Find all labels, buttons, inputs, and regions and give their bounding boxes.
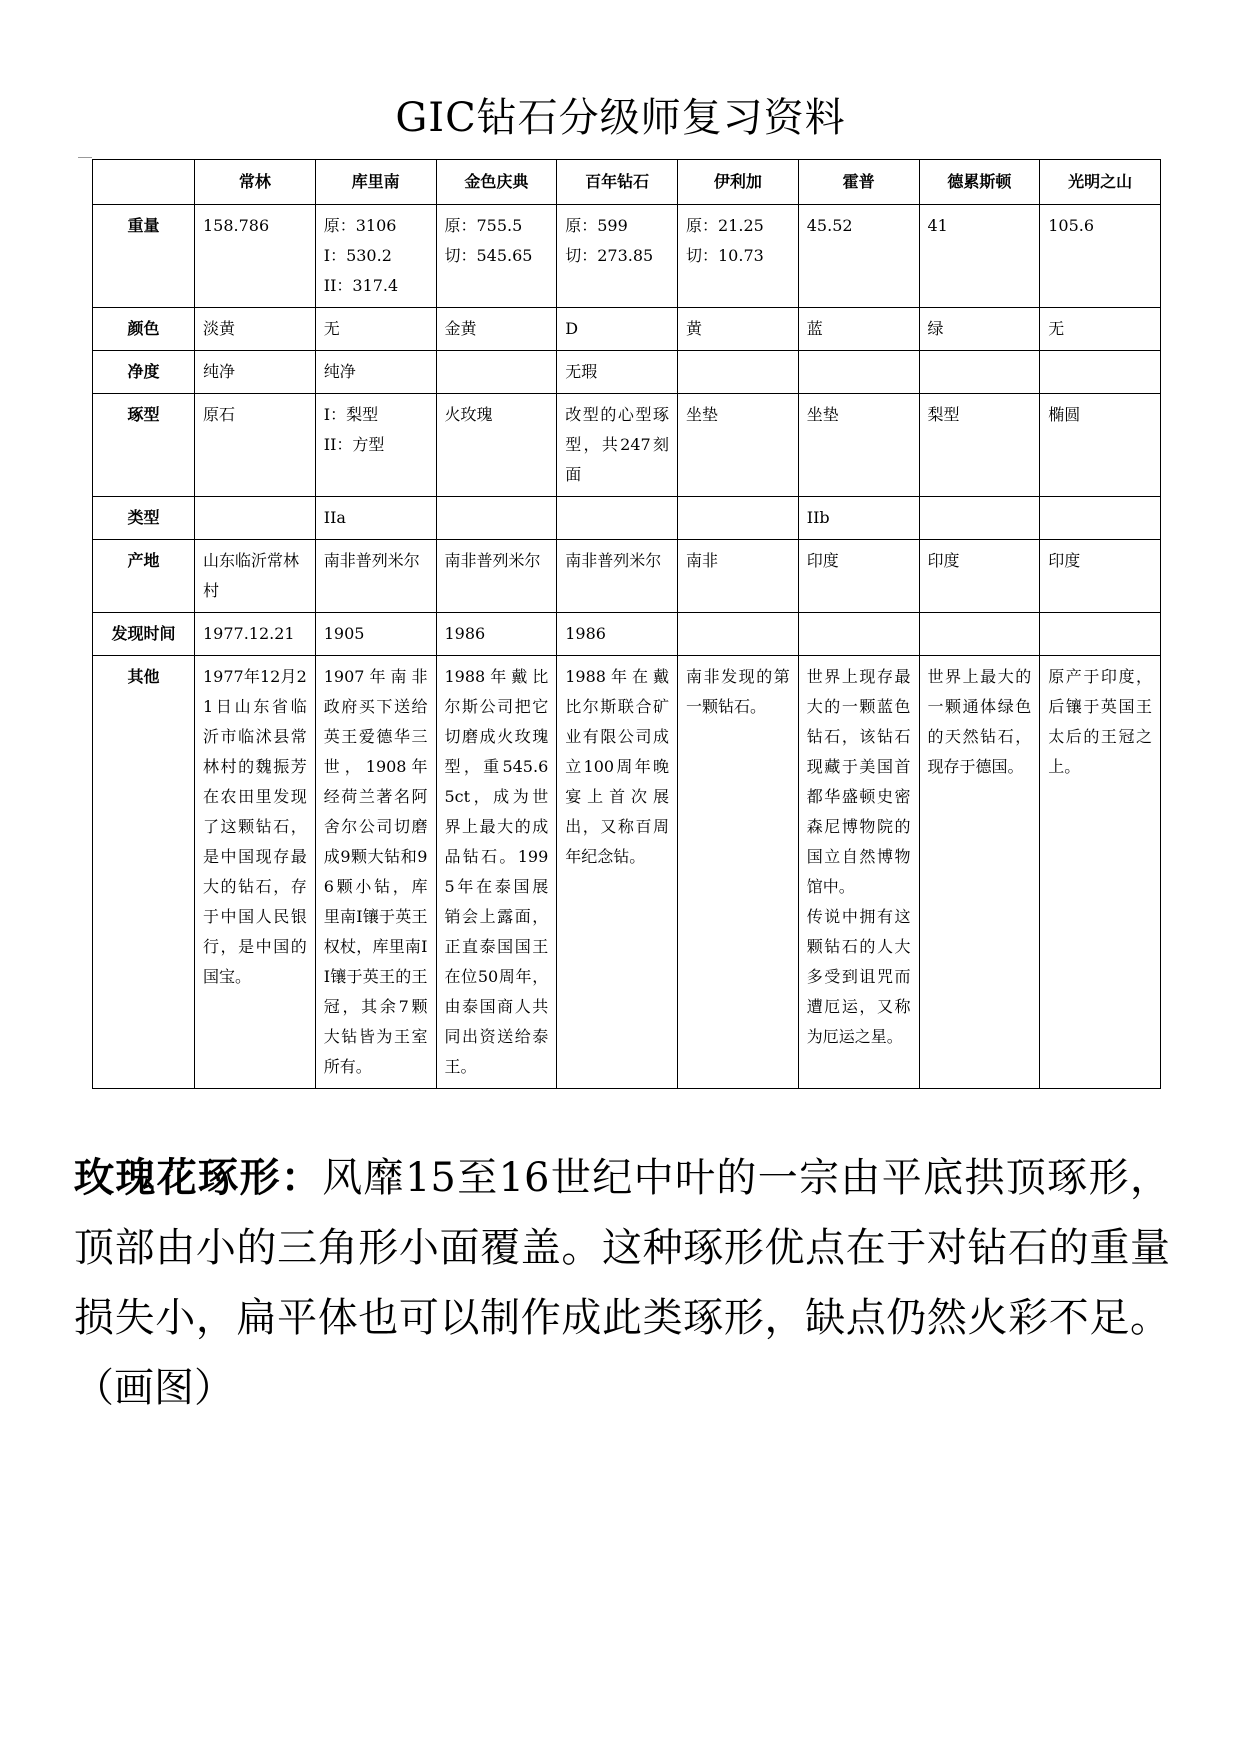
cell-text-line: 坐垫 xyxy=(806,405,839,424)
cell-text-line: 梨型 xyxy=(927,405,960,424)
table-cell xyxy=(678,540,799,613)
diamond-comparison-table-container xyxy=(92,159,1160,1089)
cell-text-line: 世界上最大的一颗通体绿色的天然钻石，现存于德国。 xyxy=(927,667,1032,776)
row-label: 净度 xyxy=(93,351,195,394)
cell-text-line: 1988年在戴比尔斯联合矿业有限公司成立100周年晚宴上首次展出，又称百周年纪念钻。 xyxy=(565,667,669,866)
cell-text-line: IIa xyxy=(323,508,346,527)
column-header: 德累斯顿 xyxy=(919,160,1040,205)
cell-text-line: 41 xyxy=(927,216,948,235)
table-cell xyxy=(557,613,678,656)
table-cell xyxy=(919,205,1040,308)
rose-cut-paragraph xyxy=(74,1143,1170,1423)
cell-text-line: II：方型 xyxy=(323,435,385,454)
cell-text-line: D xyxy=(565,319,579,338)
row-label: 颜色 xyxy=(93,308,195,351)
cell-text-line: 切：273.85 xyxy=(565,246,654,265)
table-cell xyxy=(798,656,919,1089)
table-cell xyxy=(557,351,678,394)
cell-text-line: 黄 xyxy=(686,319,703,338)
table-cell xyxy=(798,394,919,497)
table-row xyxy=(93,540,1161,613)
cell-text-line: 印度 xyxy=(1048,551,1081,570)
table-cell xyxy=(436,540,557,613)
table-cell xyxy=(678,205,799,308)
cell-text-line: 传说中拥有这颗钻石的人大多受到诅咒而遭厄运，又称为厄运之星。 xyxy=(806,907,911,1046)
table-cell xyxy=(315,308,436,351)
cell-text-line: 纯净 xyxy=(203,362,236,381)
cell-text-line: 椭圆 xyxy=(1048,405,1081,424)
cell-text-line: 原石 xyxy=(203,405,236,424)
column-header: 库里南 xyxy=(315,160,436,205)
table-cell xyxy=(315,394,436,497)
cell-text-line: 158.786 xyxy=(203,216,270,235)
cell-text-line: 1905 xyxy=(323,624,365,643)
table-corner-mark xyxy=(78,157,92,158)
column-header: 百年钻石 xyxy=(557,160,678,205)
table-cell xyxy=(557,394,678,497)
table-cell xyxy=(195,497,316,540)
row-label: 类型 xyxy=(93,497,195,540)
table-cell xyxy=(919,656,1040,1089)
row-label: 琢型 xyxy=(93,394,195,497)
table-cell xyxy=(1040,656,1161,1089)
table-cell xyxy=(1040,308,1161,351)
cell-text-line: 切：10.73 xyxy=(686,246,764,265)
table-cell xyxy=(678,497,799,540)
table-cell xyxy=(678,613,799,656)
table-cell xyxy=(1040,497,1161,540)
column-header: 伊利加 xyxy=(678,160,799,205)
cell-text-line: I：530.2 xyxy=(323,246,392,265)
table-row xyxy=(93,394,1161,497)
table-cell xyxy=(436,205,557,308)
row-label: 重量 xyxy=(93,205,195,308)
cell-text-line: 坐垫 xyxy=(686,405,719,424)
cell-text-line: 原产于印度，后镶于英国王太后的王冠之上。 xyxy=(1048,667,1152,776)
table-cell xyxy=(195,613,316,656)
cell-text-line: 南非普列米尔 xyxy=(444,551,541,570)
table-cell xyxy=(195,308,316,351)
cell-text-line: IIb xyxy=(806,508,830,527)
table-cell xyxy=(798,308,919,351)
table-corner-cell xyxy=(93,160,195,205)
table-cell xyxy=(436,613,557,656)
row-label: 发现时间 xyxy=(93,613,195,656)
table-row xyxy=(93,351,1161,394)
table-cell xyxy=(798,613,919,656)
cell-text-line: 无 xyxy=(323,319,340,338)
table-cell xyxy=(1040,351,1161,394)
table-cell xyxy=(678,308,799,351)
cell-text-line: 原：21.25 xyxy=(686,216,764,235)
column-header: 光明之山 xyxy=(1040,160,1161,205)
table-cell xyxy=(919,394,1040,497)
cell-text-line: 蓝 xyxy=(806,319,823,338)
cell-text-line: 原：755.5 xyxy=(444,216,523,235)
column-header: 霍普 xyxy=(798,160,919,205)
paragraph-lead-term: 玫瑰花琢形： xyxy=(74,1154,323,1201)
table-cell xyxy=(195,394,316,497)
cell-text-line: 金黄 xyxy=(444,319,477,338)
table-cell xyxy=(919,540,1040,613)
table-cell xyxy=(315,205,436,308)
row-label: 其他 xyxy=(93,656,195,1089)
table-row xyxy=(93,497,1161,540)
cell-text-line: 无瑕 xyxy=(565,362,598,381)
table-cell xyxy=(798,540,919,613)
table-cell xyxy=(315,497,436,540)
table-cell xyxy=(678,394,799,497)
cell-text-line: 105.6 xyxy=(1048,216,1095,235)
table-cell xyxy=(557,540,678,613)
cell-text-line: 1977年12月21日山东省临沂市临沭县常林村的魏振芳在农田里发现了这颗钻石，是中国现存最大的钻石，存于中国人民银行，是中国的国宝。 xyxy=(203,667,307,986)
table-body xyxy=(93,205,1161,1089)
table-cell xyxy=(557,497,678,540)
cell-text-line: 纯净 xyxy=(323,362,356,381)
table-cell xyxy=(315,540,436,613)
table-cell xyxy=(436,308,557,351)
table-cell xyxy=(1040,205,1161,308)
table-cell xyxy=(315,613,436,656)
table-cell xyxy=(798,351,919,394)
row-label: 产地 xyxy=(93,540,195,613)
diamond-comparison-table xyxy=(92,159,1161,1089)
table-cell xyxy=(195,540,316,613)
table-cell xyxy=(1040,540,1161,613)
table-cell xyxy=(436,394,557,497)
table-row xyxy=(93,656,1161,1089)
cell-text-line: 淡黄 xyxy=(203,319,236,338)
cell-text-line: 原：599 xyxy=(565,216,628,235)
cell-text-line: 绿 xyxy=(927,319,944,338)
cell-text-line: 1977.12.21 xyxy=(203,624,295,643)
cell-text-line: I：梨型 xyxy=(323,405,379,424)
table-cell xyxy=(919,351,1040,394)
table-cell xyxy=(919,497,1040,540)
table-cell xyxy=(195,656,316,1089)
table-cell xyxy=(919,613,1040,656)
table-cell xyxy=(557,656,678,1089)
table-cell xyxy=(557,205,678,308)
table-cell xyxy=(1040,394,1161,497)
table-cell xyxy=(436,351,557,394)
cell-text-line: 改型的心型琢型，共247刻面 xyxy=(565,405,669,484)
paragraph-body-text: 风靡15至16世纪中叶的一宗由平底拱顶琢形，顶部由小的三角形小面覆盖。这种琢形优点在于对钻石的重量损失小，扁平体也可以制作成此类琢形，缺点仍然火彩不足。（画图） xyxy=(74,1155,1171,1411)
cell-text-line: II：317.4 xyxy=(323,276,399,295)
cell-text-line: 切：545.65 xyxy=(444,246,533,265)
cell-text-line: 南非普列米尔 xyxy=(323,551,420,570)
cell-text-line: 1986 xyxy=(565,624,606,643)
cell-text-line: 山东临沂常林村 xyxy=(203,551,300,600)
table-cell xyxy=(436,656,557,1089)
cell-text-line: 南非 xyxy=(686,551,719,570)
cell-text-line: 世界上现存最大的一颗蓝色钻石，该钻石现藏于美国首都华盛顿史密森尼博物院的国立自然博物馆中。 xyxy=(806,667,911,896)
document-title: GIC钻石分级师复习资料 xyxy=(395,95,846,141)
column-header: 金色庆典 xyxy=(436,160,557,205)
cell-text-line: 1988年戴比尔斯公司把它切磨成火玫瑰型，重545.65ct，成为世界上最大的成品钻石。1995年在泰国展销会上露面，正直泰国国王在位50周年，由泰国商人共同出资送给泰王。 xyxy=(444,667,549,1076)
cell-text-line: 南非普列米尔 xyxy=(565,551,662,570)
cell-text-line: 无 xyxy=(1048,319,1065,338)
cell-text-line: 南非发现的第一颗钻石。 xyxy=(686,667,790,716)
cell-text-line: 印度 xyxy=(806,551,839,570)
cell-text-line: 1907年南非政府买下送给英王爱德华三世，1908年经荷兰著名阿舍尔公司切磨成9颗大钻和96颗小钻，库里南I镶于英王权杖，库里南II镶于英王的王冠，其余7颗大钻皆为王室所有。 xyxy=(323,667,428,1076)
cell-text-line: 45.52 xyxy=(806,216,853,235)
table-cell xyxy=(798,497,919,540)
table-row xyxy=(93,613,1161,656)
table-row xyxy=(93,308,1161,351)
cell-text-line: 1986 xyxy=(444,624,486,643)
table-cell xyxy=(678,656,799,1089)
cell-text-line: 印度 xyxy=(927,551,960,570)
table-cell xyxy=(315,656,436,1089)
table-cell xyxy=(315,351,436,394)
table-cell xyxy=(195,351,316,394)
table-cell xyxy=(195,205,316,308)
table-cell xyxy=(557,308,678,351)
table-cell xyxy=(919,308,1040,351)
table-header-row xyxy=(93,160,1161,205)
cell-text-line: 火玫瑰 xyxy=(444,405,493,424)
cell-text-line: 原：3106 xyxy=(323,216,397,235)
table-row xyxy=(93,205,1161,308)
table-cell xyxy=(798,205,919,308)
table-cell xyxy=(1040,613,1161,656)
column-header: 常林 xyxy=(195,160,316,205)
table-cell xyxy=(436,497,557,540)
table-cell xyxy=(678,351,799,394)
